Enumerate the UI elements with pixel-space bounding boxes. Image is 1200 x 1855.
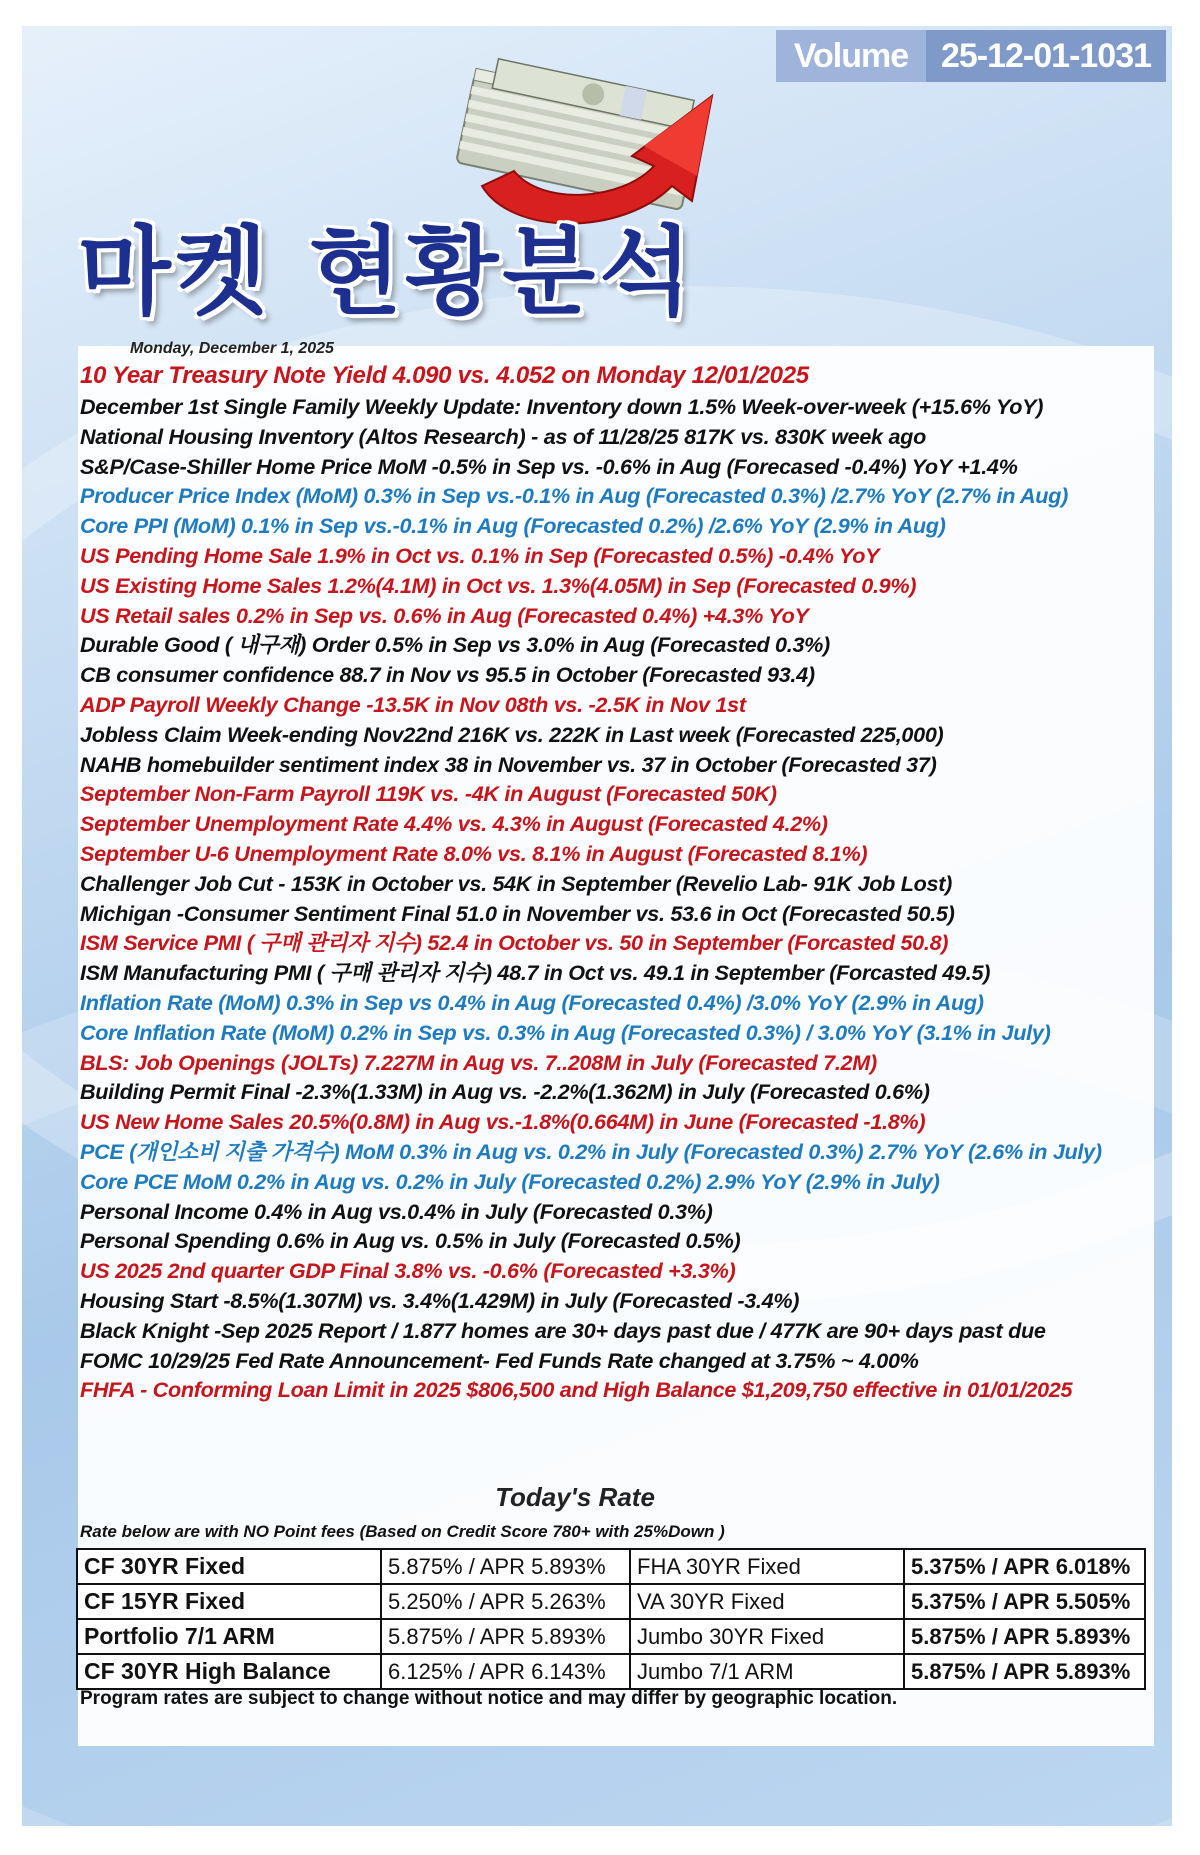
rate-program-value: 5.250% / APR 5.263%: [381, 1584, 630, 1619]
indicator-line: Michigan -Consumer Sentiment Final 51.0 in November vs. 53.6 in Oct (Forecasted 50.5): [80, 900, 955, 926]
indicator-line: Inflation Rate (MoM) 0.3% in Sep vs 0.4% in Aug (Forecasted 0.4%) /3.0% YoY (2.9% in Aug): [80, 989, 984, 1015]
indicator-line: Personal Spending 0.6% in Aug vs. 0.5% in July (Forecasted 0.5%): [80, 1228, 741, 1254]
indicator-line: US 2025 2nd quarter GDP Final 3.8% vs. -0.6% (Forecasted +3.3%): [80, 1258, 736, 1284]
indicator-line: FOMC 10/29/25 Fed Rate Announcement- Fed Funds Rate changed at 3.75% ~ 4.00%: [80, 1347, 919, 1373]
indicator-line: National Housing Inventory (Altos Research) - as of 11/28/25 817K vs. 830K week ago: [80, 423, 926, 449]
indicator-line: NAHB homebuilder sentiment index 38 in November vs. 37 in October (Forecasted 37): [80, 751, 937, 777]
rate-program-name: CF 15YR Fixed: [77, 1584, 381, 1619]
rates-note: Rate below are with NO Point fees (Based on Credit Score 780+ with 25%Down ): [80, 1522, 725, 1541]
indicator-line: Housing Start -8.5%(1.307M) vs. 3.4%(1.429M) in July (Forecasted -3.4%): [80, 1287, 800, 1313]
indicator-line: PCE (개인소비 지출 가격수) MoM 0.3% in Aug vs. 0.2% in July (Forecasted 0.3%) 2.7% YoY (2.6% in July): [80, 1138, 1102, 1164]
indicator-line: September Unemployment Rate 4.4% vs. 4.3% in August (Forecasted 4.2%): [80, 811, 828, 837]
volume-label: Volume: [793, 36, 909, 75]
indicator-line: ISM Manufacturing PMI ( 구매 관리자 지수) 48.7 in Oct vs. 49.1 in September (Forcasted 49.5): [80, 960, 991, 986]
page-title: 마켓 현황분석: [78, 216, 696, 328]
indicator-line: Personal Income 0.4% in Aug vs.0.4% in July (Forecasted 0.3%): [80, 1198, 713, 1224]
indicator-line: US New Home Sales 20.5%(0.8M) in Aug vs.-1.8%(0.664M) in June (Forecasted -1.8%): [80, 1109, 926, 1135]
rate-program-name: FHA 30YR Fixed: [630, 1549, 904, 1584]
indicator-line: September U-6 Unemployment Rate 8.0% vs. 8.1% in August (Forecasted 8.1%): [80, 840, 868, 866]
rate-program-value: 5.375% / APR 5.505%: [904, 1584, 1145, 1619]
volume-badge: [776, 30, 1166, 82]
indicator-line: Challenger Job Cut - 153K in October vs. 54K in September (Revelio Lab- 91K Job Lost): [80, 870, 953, 896]
rate-program-name: Jumbo 7/1 ARM: [630, 1654, 904, 1689]
rate-program-value: 5.875% / APR 5.893%: [904, 1654, 1145, 1689]
indicator-line: Producer Price Index (MoM) 0.3% in Sep vs.-0.1% in Aug (Forecasted 0.3%) /2.7% YoY (2.7% in Aug): [80, 483, 1068, 509]
indicator-line: Jobless Claim Week-ending Nov22nd 216K vs. 222K in Last week (Forecasted 225,000): [80, 721, 944, 747]
indicator-line: ISM Service PMI ( 구매 관리자 지수) 52.4 in October vs. 50 in September (Forcasted 50.8): [80, 930, 949, 956]
table-row: [77, 1619, 1145, 1654]
rate-program-value: 5.875% / APR 5.893%: [381, 1619, 630, 1654]
indicator-line: CB consumer confidence 88.7 in Nov vs 95.5 in October (Forecasted 93.4): [80, 662, 815, 688]
report-date: Monday, December 1, 2025: [130, 340, 334, 357]
indicator-line: Black Knight -Sep 2025 Report / 1.877 homes are 30+ days past due / 477K are 90+ days past due: [80, 1317, 1046, 1343]
indicator-line: Core PCE MoM 0.2% in Aug vs. 0.2% in July (Forecasted 0.2%) 2.9% YoY (2.9% in July): [80, 1168, 940, 1194]
indicator-line: December 1st Single Family Weekly Update: Inventory down 1.5% Week-over-week (+15.6% YoY): [80, 394, 1044, 419]
rate-program-value: 5.375% / APR 6.018%: [904, 1549, 1145, 1584]
table-row: [77, 1654, 1145, 1689]
rates-title: Today's Rate: [495, 1482, 655, 1512]
rates-table: [76, 1548, 1146, 1690]
indicator-line: Building Permit Final -2.3%(1.33M) in Aug vs. -2.2%(1.362M) in July (Forecasted 0.6%): [80, 1079, 930, 1105]
indicator-line: US Existing Home Sales 1.2%(4.1M) in Oct vs. 1.3%(4.05M) in Sep (Forecasted 0.9%): [80, 572, 917, 598]
table-row: [77, 1584, 1145, 1619]
table-row: [77, 1549, 1145, 1584]
rate-program-name: Portfolio 7/1 ARM: [77, 1619, 381, 1654]
rate-program-value: 5.875% / APR 5.893%: [381, 1549, 630, 1584]
indicator-line: S&P/Case-Shiller Home Price MoM -0.5% in Sep vs. -0.6% in Aug (Forecased -0.4%) YoY +1.4%: [80, 453, 1018, 479]
indicator-line: 10 Year Treasury Note Yield 4.090 vs. 4.052 on Monday 12/01/2025: [80, 362, 809, 389]
indicator-line: BLS: Job Openings (JOLTs) 7.227M in Aug vs. 7..208M in July (Forecasted 7.2M): [80, 1049, 877, 1075]
rate-program-name: VA 30YR Fixed: [630, 1584, 904, 1619]
market-indicator-list: [80, 360, 1140, 1405]
indicator-line: Core Inflation Rate (MoM) 0.2% in Sep vs. 0.3% in Aug (Forecasted 0.3%) / 3.0% YoY (3.1% in July): [80, 1019, 1051, 1045]
indicator-line: US Retail sales 0.2% in Sep vs. 0.6% in Aug (Forecasted 0.4%) +4.3% YoY: [80, 602, 809, 628]
rate-program-name: Jumbo 30YR Fixed: [630, 1619, 904, 1654]
indicator-line: ADP Payroll Weekly Change -13.5K in Nov 08th vs. -2.5K in Nov 1st: [80, 691, 746, 717]
rate-program-name: CF 30YR Fixed: [77, 1549, 381, 1584]
indicator-line: September Non-Farm Payroll 119K vs. -4K in August (Forecasted 50K): [80, 781, 777, 807]
indicator-line: Core PPI (MoM) 0.1% in Sep vs.-0.1% in Aug (Forecasted 0.2%) /2.6% YoY (2.9% in Aug): [80, 513, 946, 539]
rate-program-name: CF 30YR High Balance: [77, 1654, 381, 1689]
indicator-line: US Pending Home Sale 1.9% in Oct vs. 0.1% in Sep (Forecasted 0.5%) -0.4% YoY: [80, 542, 880, 568]
volume-number: 25-12-01-1031: [926, 30, 1166, 82]
indicator-line: Durable Good ( 내구재) Order 0.5% in Sep vs 3.0% in Aug (Forecasted 0.3%): [80, 632, 830, 658]
rates-disclaimer: Program rates are subject to change without notice and may differ by geographic location.: [80, 1688, 898, 1709]
indicator-line: FHFA - Conforming Loan Limit in 2025 $806,500 and High Balance $1,209,750 effective in 01/01/2025: [80, 1377, 1073, 1403]
rate-program-value: 6.125% / APR 6.143%: [381, 1654, 630, 1689]
rate-program-value: 5.875% / APR 5.893%: [904, 1619, 1145, 1654]
